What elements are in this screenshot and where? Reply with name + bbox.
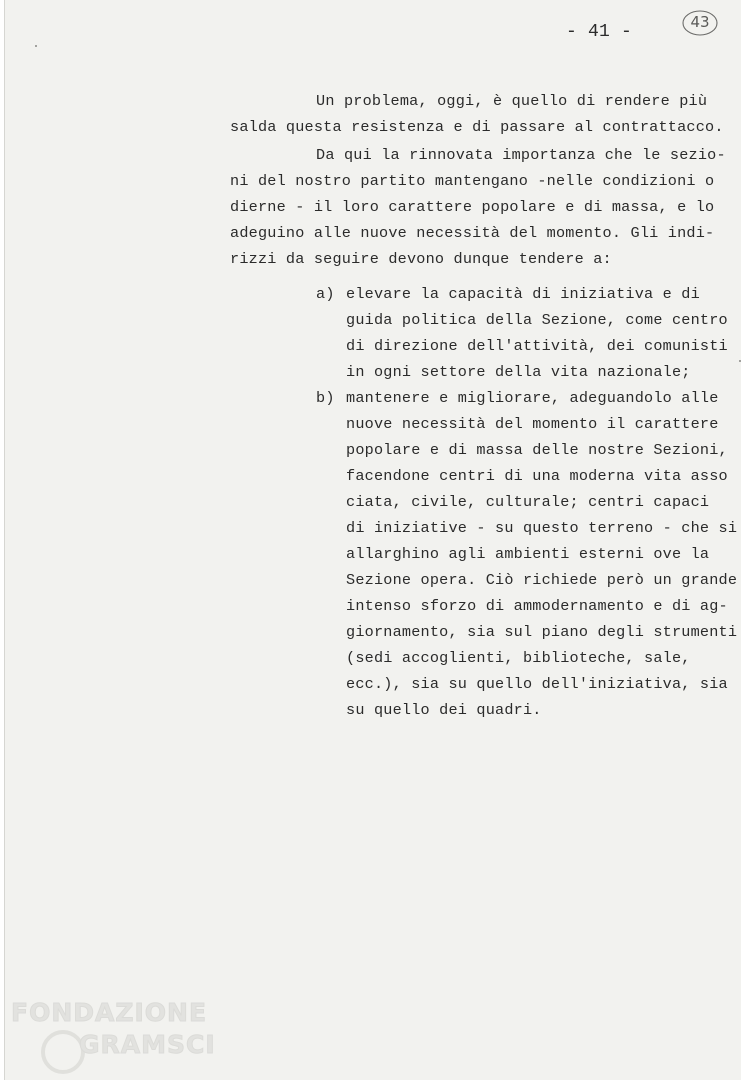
list-line: allarghino agli ambienti esterni ove la: [346, 545, 710, 563]
body-line: salda questa resistenza e di passare al contrattacco.: [230, 118, 724, 136]
list-line: su quello dei quadri.: [346, 701, 542, 719]
list-marker: a): [316, 285, 335, 303]
page-number: - 41 -: [566, 22, 633, 42]
body-line: dierne - il loro carattere popolare e di massa, e lo: [230, 198, 715, 216]
list-line: di iniziative - su questo terreno - che si: [346, 519, 738, 537]
body-line: Da qui la rinnovata importanza che le sezio-: [316, 146, 726, 164]
list-line: ecc.), sia su quello dell'iniziativa, sia: [346, 675, 728, 693]
list-line: elevare la capacità di iniziativa e di: [346, 285, 700, 303]
list-line: popolare e di massa delle nostre Sezioni,: [346, 441, 728, 459]
list-line: di direzione dell'attività, dei comunisti: [346, 337, 728, 355]
list-line: nuove necessità del momento il carattere: [346, 415, 719, 433]
list-line: Sezione opera. Ciò richiede però un grande: [346, 571, 738, 589]
list-line: ciata, civile, culturale; centri capaci: [346, 493, 710, 511]
archive-number-text: 43: [690, 13, 710, 31]
paper-speck: [35, 45, 37, 47]
watermark-line2: GRAMSCI: [79, 1030, 216, 1059]
list-line: giornamento, sia sul piano degli strumenti: [346, 623, 738, 641]
list-line: guida politica della Sezione, come centro: [346, 311, 728, 329]
list-line: mantenere e migliorare, adeguandolo alle: [346, 389, 719, 407]
list-line: (sedi accoglienti, biblioteche, sale,: [346, 649, 691, 667]
list-line: in ogni settore della vita nazionale;: [346, 363, 691, 381]
body-line: rizzi da seguire devono dunque tendere a:: [230, 250, 612, 268]
archive-stamp-number: [681, 9, 719, 37]
body-line: Un problema, oggi, è quello di rendere più: [316, 92, 708, 110]
body-line: adeguino alle nuove necessità del momento. Gli indi-: [230, 224, 715, 242]
fondazione-gramsci-watermark: [11, 992, 216, 1078]
document-page: [4, 0, 741, 1080]
list-line: intenso sforzo di ammodernamento e di ag-: [346, 597, 728, 615]
list-line: facendone centri di una moderna vita asso: [346, 467, 728, 485]
list-marker: b): [316, 389, 335, 407]
watermark-line1: FONDAZIONE: [11, 998, 208, 1027]
body-line: ni del nostro partito mantengano -nelle condizioni o: [230, 172, 715, 190]
